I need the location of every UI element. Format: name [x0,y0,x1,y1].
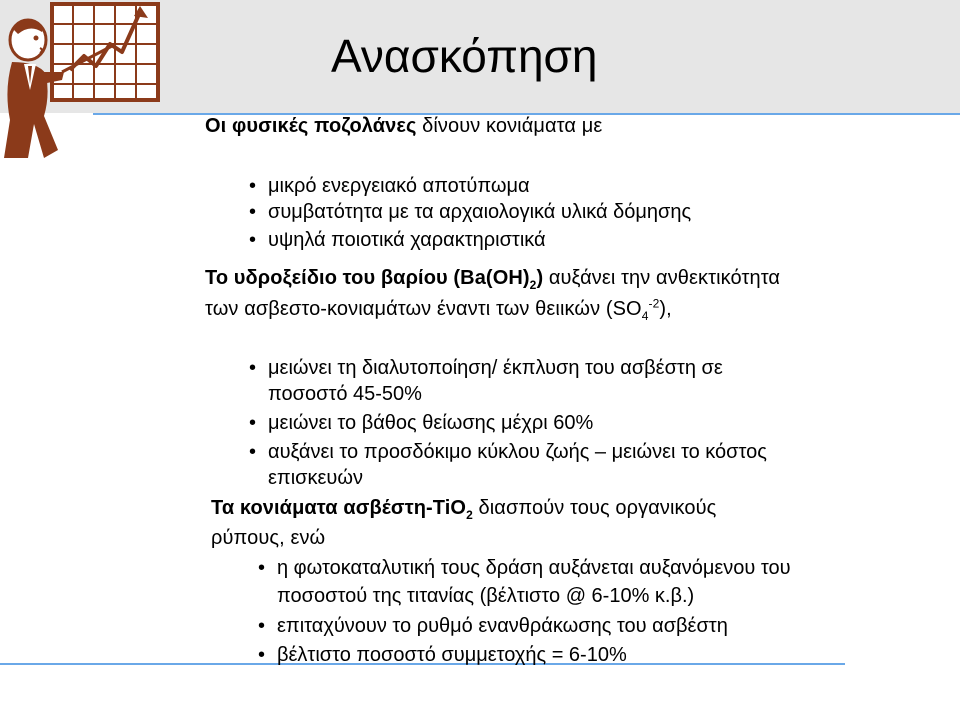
presenter-chart-logo [0,0,165,165]
list-item-text: ποσοστό 45-50% [268,383,422,405]
slide-title: Ανασκόπηση [331,30,598,82]
list-item-text: μικρό ενεργειακό αποτύπωμα [268,175,530,197]
section3-intro-bold [211,497,473,522]
section2-intro-rest: αυξάνει την ανθεκτικότητα [543,267,781,289]
section2-line2-subscript: 4 [641,309,649,323]
section1-intro-bold: Οι φυσικές ποζολάνες [205,115,417,137]
list-item-text: συμβατότητα με τα αρχαιολογικά υλικά δόμησης [268,201,692,223]
section2-intro-bold [205,267,544,292]
list-item-text: μειώνει το βάθος θείωσης μέχρι 60% [268,412,594,434]
list-item-text: επισκευών [268,467,363,489]
section1-intro [205,114,602,139]
list-item-text: ποσοστού της τιτανίας (βέλτιστο @ 6-10% κ.β.) [277,585,695,607]
list-item-text: αυξάνει το προσδόκιμο κύκλου ζωής – μειώνει το κόστος [268,441,767,463]
section2-line2-superscript: -2 [648,296,660,311]
section2-bold-subscript: 2 [529,278,537,292]
section2-line2-close: ), [659,298,672,320]
section2-intro [205,266,780,291]
section2-line2 [205,297,672,322]
list-item-text: μειώνει τη διαλυτοποίηση/ έκπλυση του ασβέστη σε [268,357,723,379]
section3-line2: ρύπους, ενώ [211,527,326,549]
list-item-text: επιταχύνουν το ρυθμό ενανθράκωσης του ασβέστη [277,615,728,637]
list-item-text: η φωτοκαταλυτική τους δράση αυξάνεται αυξανόμενου του [277,557,791,579]
section2-bold-text: Το υδροξείδιο του βαρίου (Ba(OH) [205,267,530,289]
section3-intro [211,496,716,521]
list-item-text: υψηλά ποιοτικά χαρακτηριστικά [268,229,546,251]
section2-bold-close: ) [536,267,544,289]
section1-intro-rest: δίνουν κονιάματα με [416,115,603,137]
section3-bold-text: Τα κονιάματα ασβέστη-TiO [211,497,467,519]
section3-intro-rest: διασπούν τους οργανικούς [472,497,717,519]
section2-line2-text: των ασβεστο-κονιαμάτων έναντι των θειικών (SO [205,298,642,320]
section3-bold-subscript: 2 [466,508,473,522]
chart-board-icon [52,4,158,100]
list-item-text: βέλτιστο ποσοστό συμμετοχής = 6-10% [277,644,627,666]
